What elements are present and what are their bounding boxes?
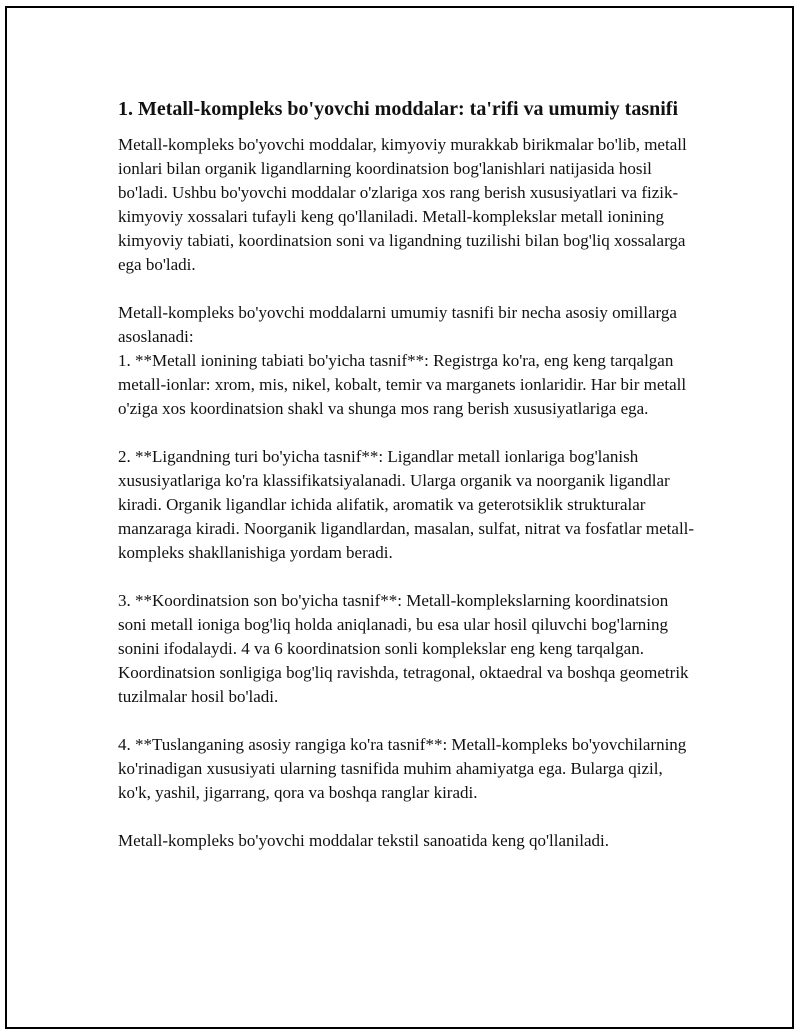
list-item-color: 4. **Tuslanganing asosiy rangiga ko'ra tasnif**: Metall-kompleks bo'yovchilarning ko'rinadigan xususiyati ularning tasnifida muhim ahamiyatga ega. Bularga qizil, ko'k, yashil, jigarrang, qora va boshqa ranglar kiradi. [118,735,687,802]
document-page [5,6,794,1029]
document-content [118,96,696,877]
list-item-metal-ion: 1. **Metall ionining tabiati bo'yicha tasnif**: Registrga ko'ra, eng keng tarqalgan metall-ionlar: xrom, mis, nikel, kobalt, temir va marganets ionlaridir. Har bir metall o'ziga xos koordinatsion shakl va shunga mos rang berish xususiyatlariga ega. [118,351,687,418]
list-item-ligand-type: 2. **Ligandning turi bo'yicha tasnif**: Ligandlar metall ionlariga bog'lanish xususiyatlariga ko'ra klassifikatsiyalanadi. Ularga organik va noorganik ligandlar kiradi. Organik ligandlar ichida alifatik, aromatik va geterotsiklik strukturalar manzaraga kiradi. Noorganik ligandlardan, masalan, sulfat, nitrat va fosfatlar metall-kompleks shakllanishiga yordam beradi. [118,447,695,562]
classification-intro-paragraph: Metall-kompleks bo'yovchi moddalarni umumiy tasnifi bir necha asosiy omillarga asoslanadi: [118,303,677,346]
section-title: 1. Metall-kompleks bo'yovchi moddalar: ta'rifi va umumiy tasnifi [118,98,678,120]
intro-paragraph: Metall-kompleks bo'yovchi moddalar, kimyoviy murakkab birikmalar bo'lib, metall ionlari bilan organik ligandlarning koordinatsion bog'lanishlari natijasida hosil bo'ladi. Ushbu bo'yovchi moddalar o'zlariga xos rang berish xususiyatlari va fizik-kimyoviy xossalari tufayli keng qo'llaniladi. Metall-komplekslar metall ionining kimyoviy tabiati, koordinatsion soni va ligandning tuzilishi bilan bog'liq xossalarga ega bo'ladi. [118,135,687,274]
closing-paragraph: Metall-kompleks bo'yovchi moddalar tekstil sanoatida keng qo'llaniladi. [118,831,609,850]
list-item-coordination-number: 3. **Koordinatsion son bo'yicha tasnif**: Metall-komplekslarning koordinatsion soni metall ioniga bog'liq holda aniqlanadi, bu esa ular hosil qiluvchi bog'larning sonini ifodalaydi. 4 va 6 koordinatsion sonli komplekslar eng keng tarqalgan. Koordinatsion sonligiga bog'liq ravishda, tetragonal, oktaedral va boshqa geometrik tuzilmalar hosil bo'ladi. [118,591,689,706]
